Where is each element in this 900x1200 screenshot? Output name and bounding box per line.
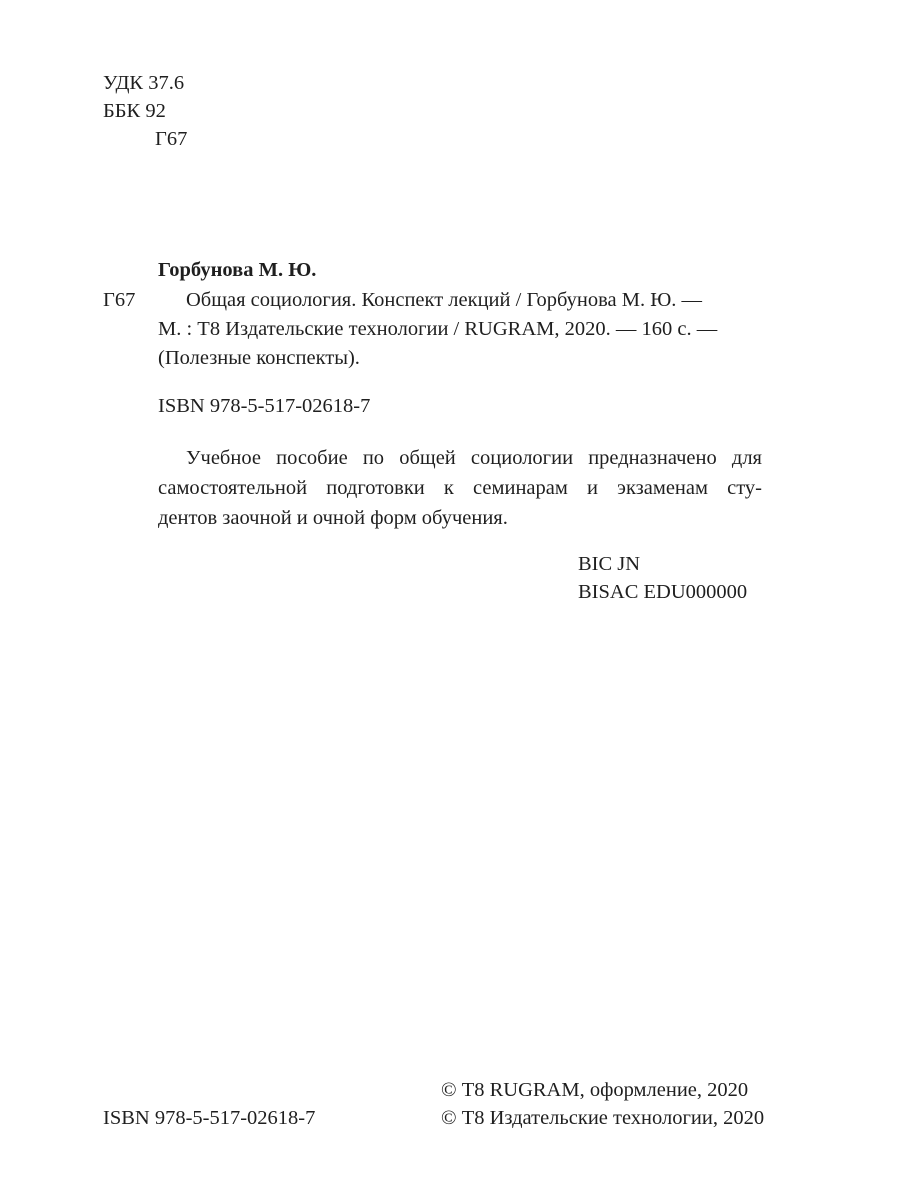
subject-codes — [578, 550, 747, 606]
cutter-mark: Г67 — [103, 289, 136, 311]
udk-code: УДК 37.6 — [103, 72, 185, 94]
annotation-line: самостоятельной подготовки к семинарам и экзаменам сту- — [158, 477, 762, 499]
bisac-code: BISAC EDU000000 — [578, 581, 748, 603]
description-line: М. : Т8 Издательские технологии / RUGRAM, 2020. — 160 с. — — [158, 318, 718, 340]
description-line: Общая социология. Конспект лекций / Горбунова М. Ю. — — [186, 289, 703, 311]
copyright-line: © Т8 RUGRAM, оформление, 2020 — [441, 1079, 749, 1101]
bibliographic-description — [158, 286, 762, 373]
footer-isbn: ISBN 978-5-517-02618-7 — [103, 1107, 316, 1129]
annotation-line: Учебное пособие по общей социологии предназначено для — [186, 447, 762, 469]
annotation-line: дентов заочной и очной форм обучения. — [158, 507, 508, 529]
copyright-line: © Т8 Издательские технологии, 2020 — [441, 1107, 765, 1129]
classification-codes — [103, 69, 187, 153]
annotation — [158, 444, 762, 534]
description-line: (Полезные конспекты). — [158, 347, 360, 369]
cutter-code: Г67 — [155, 128, 188, 150]
author-heading: Горбунова М. Ю. — [158, 259, 317, 281]
isbn-main: ISBN 978-5-517-02618-7 — [158, 395, 371, 417]
copyright-block — [441, 1076, 764, 1132]
bic-code: BIC JN — [578, 553, 641, 575]
bbk-code: ББК 92 — [103, 100, 166, 122]
